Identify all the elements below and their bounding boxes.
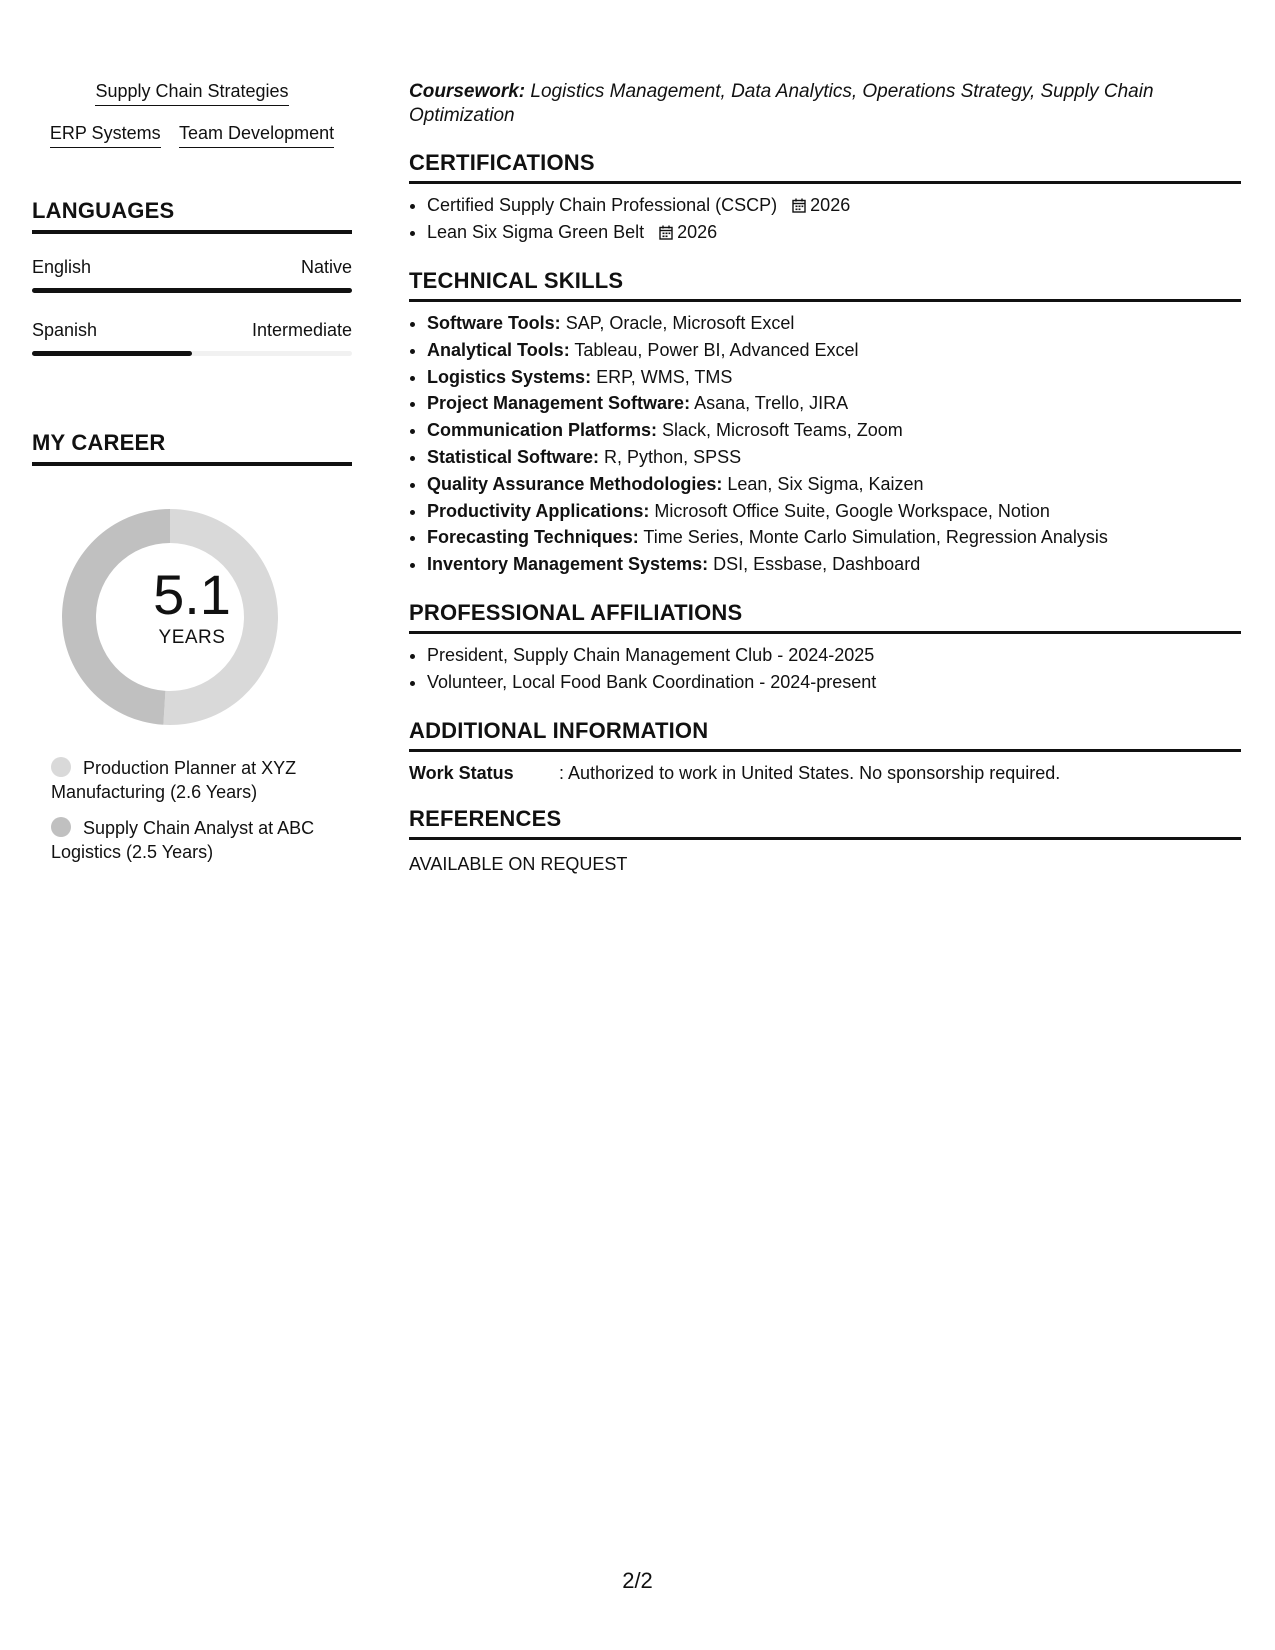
career-legend [32,756,352,864]
coursework-text: Logistics Management, Data Analytics, Operations Strategy, Supply Chain Optimization [409,81,1154,126]
skill-value: SAP, Oracle, Microsoft Excel [560,313,795,333]
skill-value: R, Python, SPSS [599,446,742,467]
language-item [32,319,352,356]
skill-value: Tableau, Power BI, Advanced Excel [569,339,859,360]
additional-info-title: ADDITIONAL INFORMATION [409,718,1241,752]
certifications-title: CERTIFICATIONS [409,150,1241,184]
technical-skill-item [427,444,1241,471]
career-legend-item [51,756,352,804]
language-bar [32,351,352,356]
coursework-label: Coursework: [409,81,526,102]
left-column [32,80,352,876]
work-status-row [409,762,1241,784]
languages-title: LANGUAGES [32,198,352,234]
skill-value: Asana, Trello, JIRA [690,393,849,414]
career-legend-label: Production Planner at XYZ Manufacturing (2.6 Years) [51,758,297,802]
technical-skills-list [409,310,1241,578]
affiliation-item: • Volunteer, Local Food Bank Coordination - 2024-present [427,669,1241,696]
legend-dot [51,757,71,777]
career-legend-label: Supply Chain Analyst at ABC Logistics (2.5 Years) [51,818,315,862]
skill-label: Project Management Software: [427,393,691,414]
career-donut-chart [32,502,352,742]
page-number: 2/2 [622,1568,653,1593]
skill-label: Analytical Tools: [427,339,570,360]
right-column [409,80,1241,875]
career-total-unit: YEARS [158,627,226,648]
language-level: Intermediate [251,320,352,340]
career-title: MY CAREER [32,430,352,466]
career-legend-item [51,816,352,864]
language-bar [32,288,352,293]
skill-label: Inventory Management Systems: [427,554,709,575]
certification-item [427,219,1241,246]
skill-label: Software Tools: [427,313,561,333]
language-name: Spanish [32,320,98,340]
certification-year: 2026 [810,195,851,215]
technical-skill-item [427,390,1241,417]
skills-tags-row-2 [32,122,352,148]
certification-year: 2026 [677,222,718,242]
skill-value: Time Series, Monte Carlo Simulation, Regression Analysis [638,527,1108,548]
skill-label: Forecasting Techniques: [427,527,639,548]
language-item [32,256,352,293]
skill-label: Logistics Systems: [427,366,592,387]
work-status-label: Work Status [409,762,514,783]
language-level: Native [300,257,352,277]
skill-label: Statistical Software: [427,446,600,467]
references-text: AVAILABLE ON REQUEST [409,853,628,874]
work-status-value: : Authorized to work in United States. No sponsorship required. [559,762,1061,783]
technical-skill-item [427,310,1241,337]
skill-label: Communication Platforms: [427,420,658,441]
language-bar-fill [32,288,352,293]
skill-tag: ERP Systems [50,122,161,148]
skill-value: DSI, Essbase, Dashboard [708,554,921,575]
coursework [409,80,1241,128]
certifications-list [409,192,1241,246]
skill-value: Slack, Microsoft Teams, Zoom [657,420,903,441]
affiliations-list [409,642,1241,696]
calendar-icon [659,225,673,240]
technical-skill-item [427,337,1241,364]
technical-skill-item [427,498,1241,525]
skill-value: Lean, Six Sigma, Kaizen [722,473,924,494]
language-name: English [32,257,92,277]
calendar-icon [792,198,806,213]
skill-label: Productivity Applications: [427,500,650,521]
technical-skill-item [427,417,1241,444]
certification-name: Lean Six Sigma Green Belt [427,222,645,242]
career-total-value: 5.1 [153,563,231,626]
skill-label: Quality Assurance Methodologies: [427,473,723,494]
skill-value: Microsoft Office Suite, Google Workspace, Notion [649,500,1050,521]
skill-value: ERP, WMS, TMS [591,366,733,387]
certification-name: Certified Supply Chain Professional (CSCP) [427,195,778,215]
certification-item [427,192,1241,219]
legend-dot [51,817,71,837]
skill-tag: Team Development [179,122,334,148]
affiliations-title: PROFESSIONAL AFFILIATIONS [409,600,1241,634]
language-bar-fill [32,351,192,356]
technical-skill-item [427,524,1241,551]
technical-skills-title: TECHNICAL SKILLS [409,268,1241,302]
skill-tag: Supply Chain Strategies [95,80,288,106]
technical-skill-item [427,364,1241,391]
technical-skill-item [427,471,1241,498]
affiliation-item: • President, Supply Chain Management Club - 2024-2025 [427,642,1241,669]
technical-skill-item [427,551,1241,578]
skills-tags-row-1 [32,80,352,106]
references-title: REFERENCES [409,806,1241,840]
